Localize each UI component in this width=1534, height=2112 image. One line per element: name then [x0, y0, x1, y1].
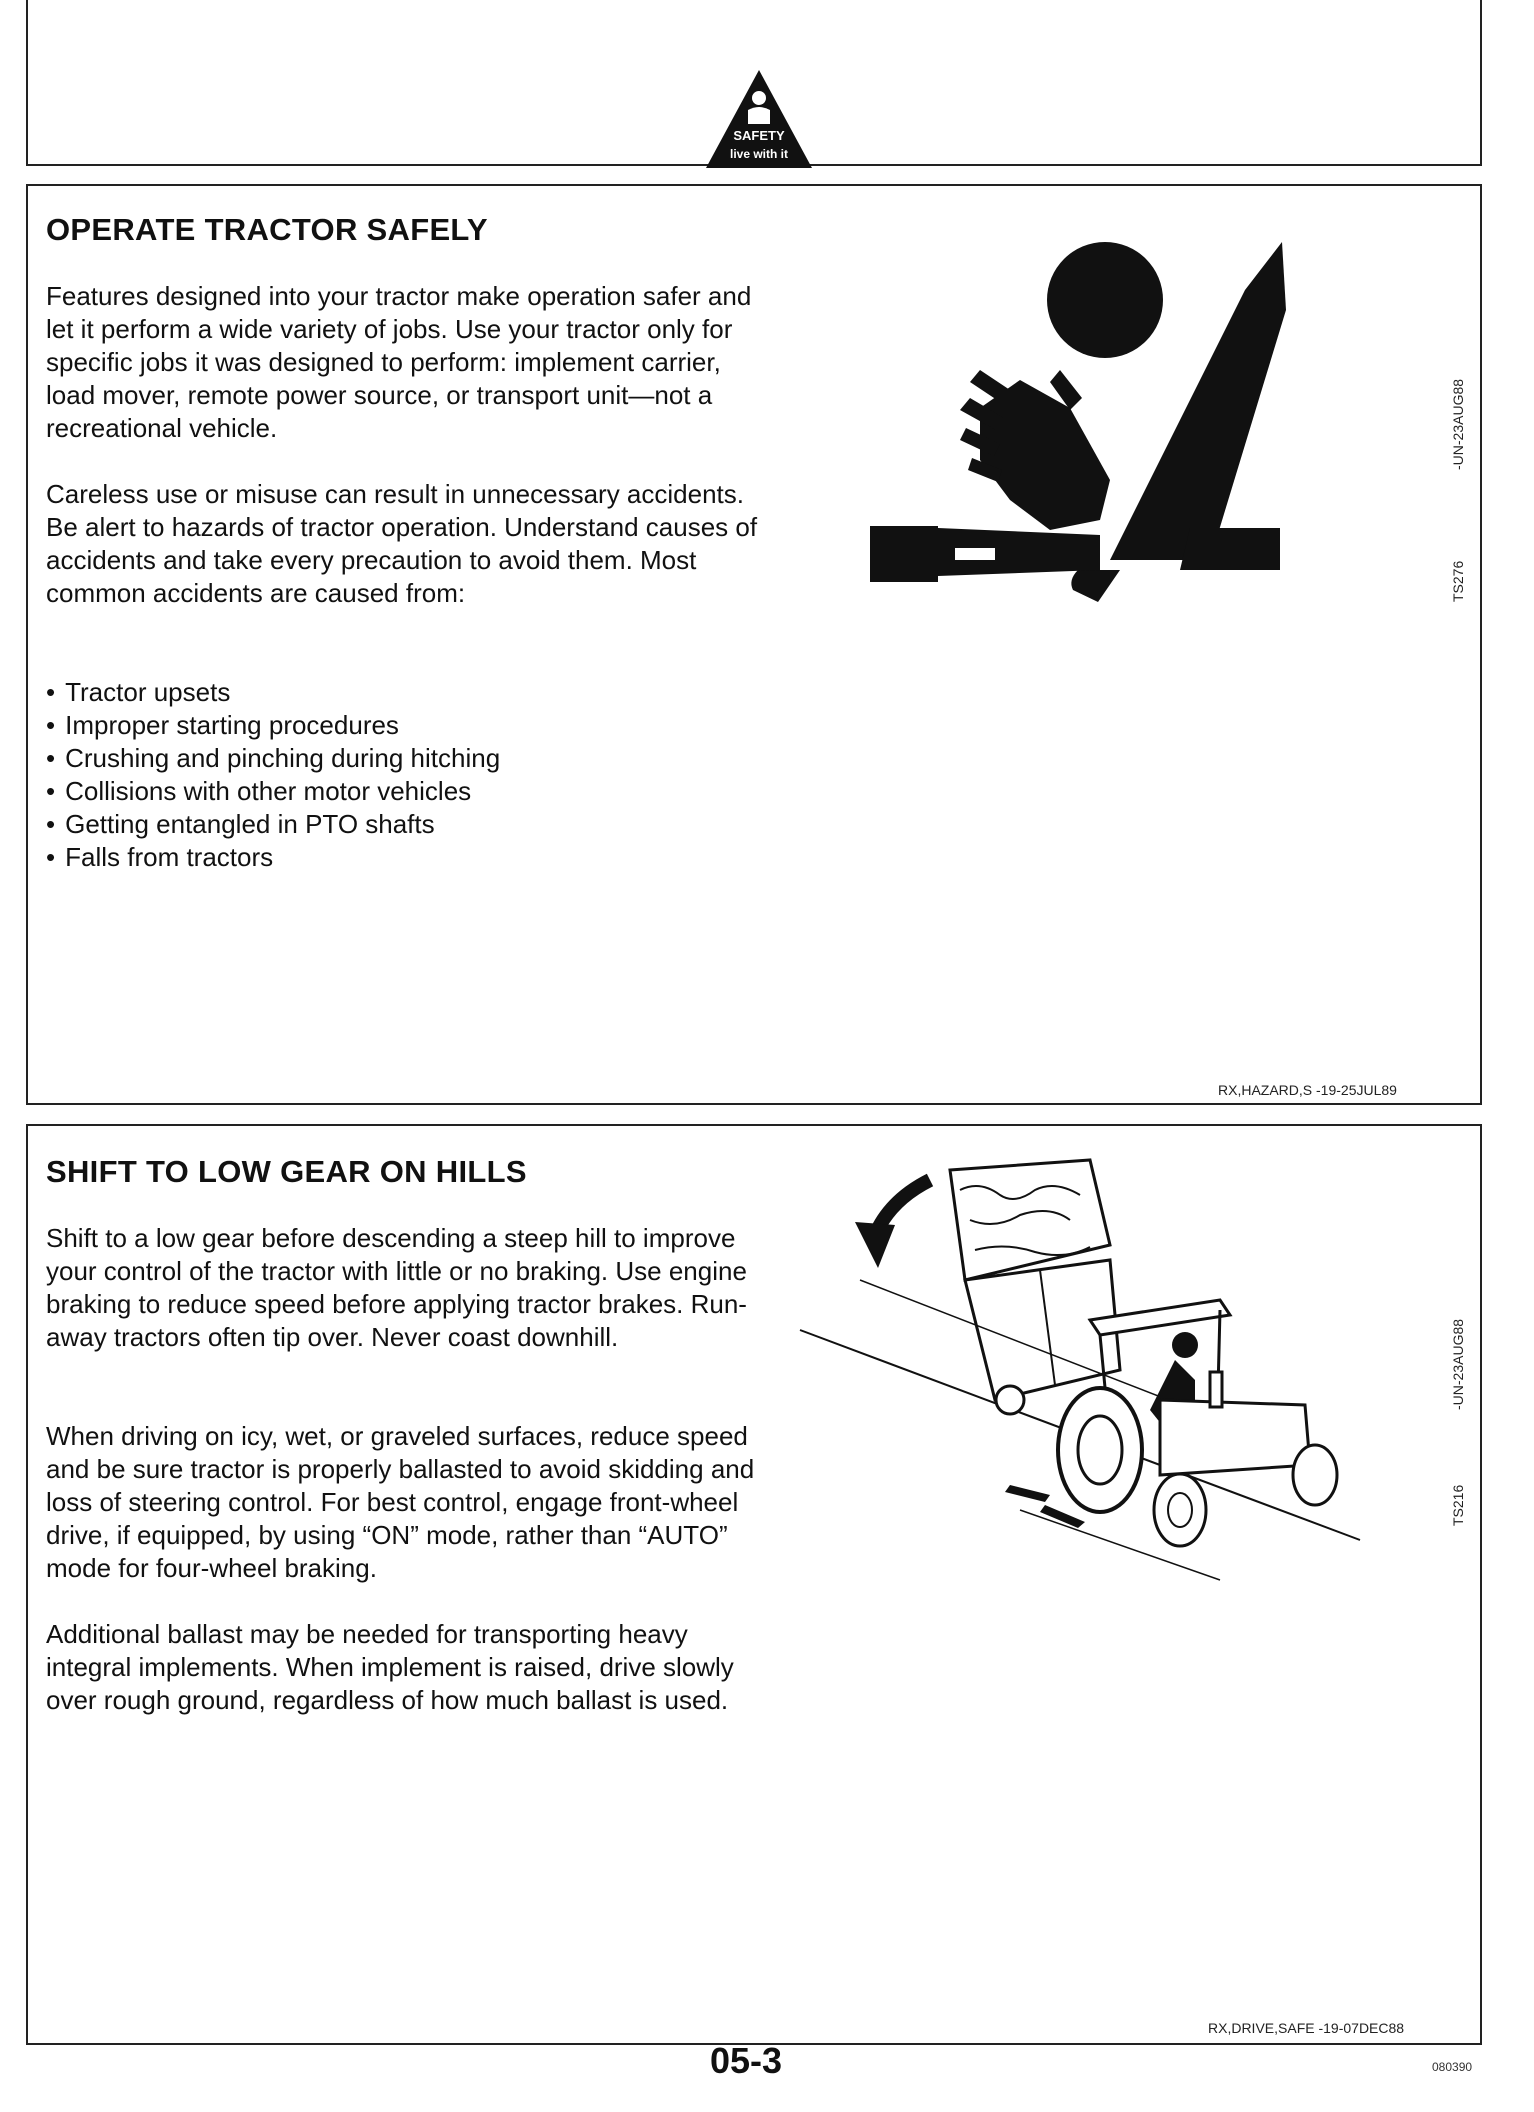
figure-id-code: TS216 [1450, 1484, 1466, 1526]
logo-text-bottom: live with it [729, 147, 789, 161]
section-paragraph: Additional ballast may be needed for transporting heavy integral implements. When implement is raised, drive slowly over rough ground, regardless of how much ballast is used. [46, 1619, 734, 1715]
list-item: • Improper starting procedures [46, 709, 500, 742]
page-number: 05-3 [710, 2040, 783, 2081]
reference-code: RX,DRIVE,SAFE -19-07DEC88 [1208, 2020, 1405, 2036]
list-item: • Collisions with other motor vehicles [46, 775, 500, 808]
list-item: • Falls from tractors [46, 841, 500, 874]
section-paragraph: Features designed into your tractor make operation safer and let it perform a wide variety of jobs. Use your tractor only for specific jobs it was designed to perform: implement carrier, load mover, remote power source, or transport unit—not a recreational vehicle. [46, 281, 752, 443]
figure-id-code: TS276 [1450, 560, 1466, 602]
hand-entanglement-hazard-icon [860, 230, 1300, 610]
reference-code: RX,HAZARD,S -19-25JUL89 [1218, 1082, 1397, 1098]
figure-id-date: -UN-23AUG88 [1450, 1318, 1466, 1410]
logo-text-top: SAFETY [733, 128, 785, 143]
tractor-downhill-illustration [800, 1150, 1380, 1570]
section-title: OPERATE TRACTOR SAFELY [46, 212, 488, 247]
section-paragraph: When driving on icy, wet, or graveled surfaces, reduce speed and be sure tractor is properly ballasted to avoid skidding and loss of steering control. For best control, engage front-wheel drive, if equipped, by using “ON” mode, rather than “AUTO” mode for four-wheel braking. [46, 1421, 755, 1583]
document-code: 080390 [1432, 2060, 1473, 2074]
section-title: SHIFT TO LOW GEAR ON HILLS [46, 1154, 527, 1189]
section-paragraph: Shift to a low gear before descending a steep hill to improve your control of the tractor with little or no braking. Use engine braking to reduce speed before applying tractor brakes. Run-away tractors often tip over. Never coast downhill. [46, 1223, 747, 1352]
accident-cause-list [46, 676, 500, 874]
section-paragraph: Careless use or misuse can result in unnecessary accidents. Be alert to hazards of tractor operation. Understand causes of accidents and take every precaution to avoid them. Most common accidents are caused from: [46, 479, 758, 608]
figure-id-date: -UN-23AUG88 [1450, 378, 1466, 470]
list-item: • Tractor upsets [46, 676, 500, 709]
safety-logo-icon [704, 68, 814, 170]
list-item: • Getting entangled in PTO shafts [46, 808, 500, 841]
list-item: • Crushing and pinching during hitching [46, 742, 500, 775]
